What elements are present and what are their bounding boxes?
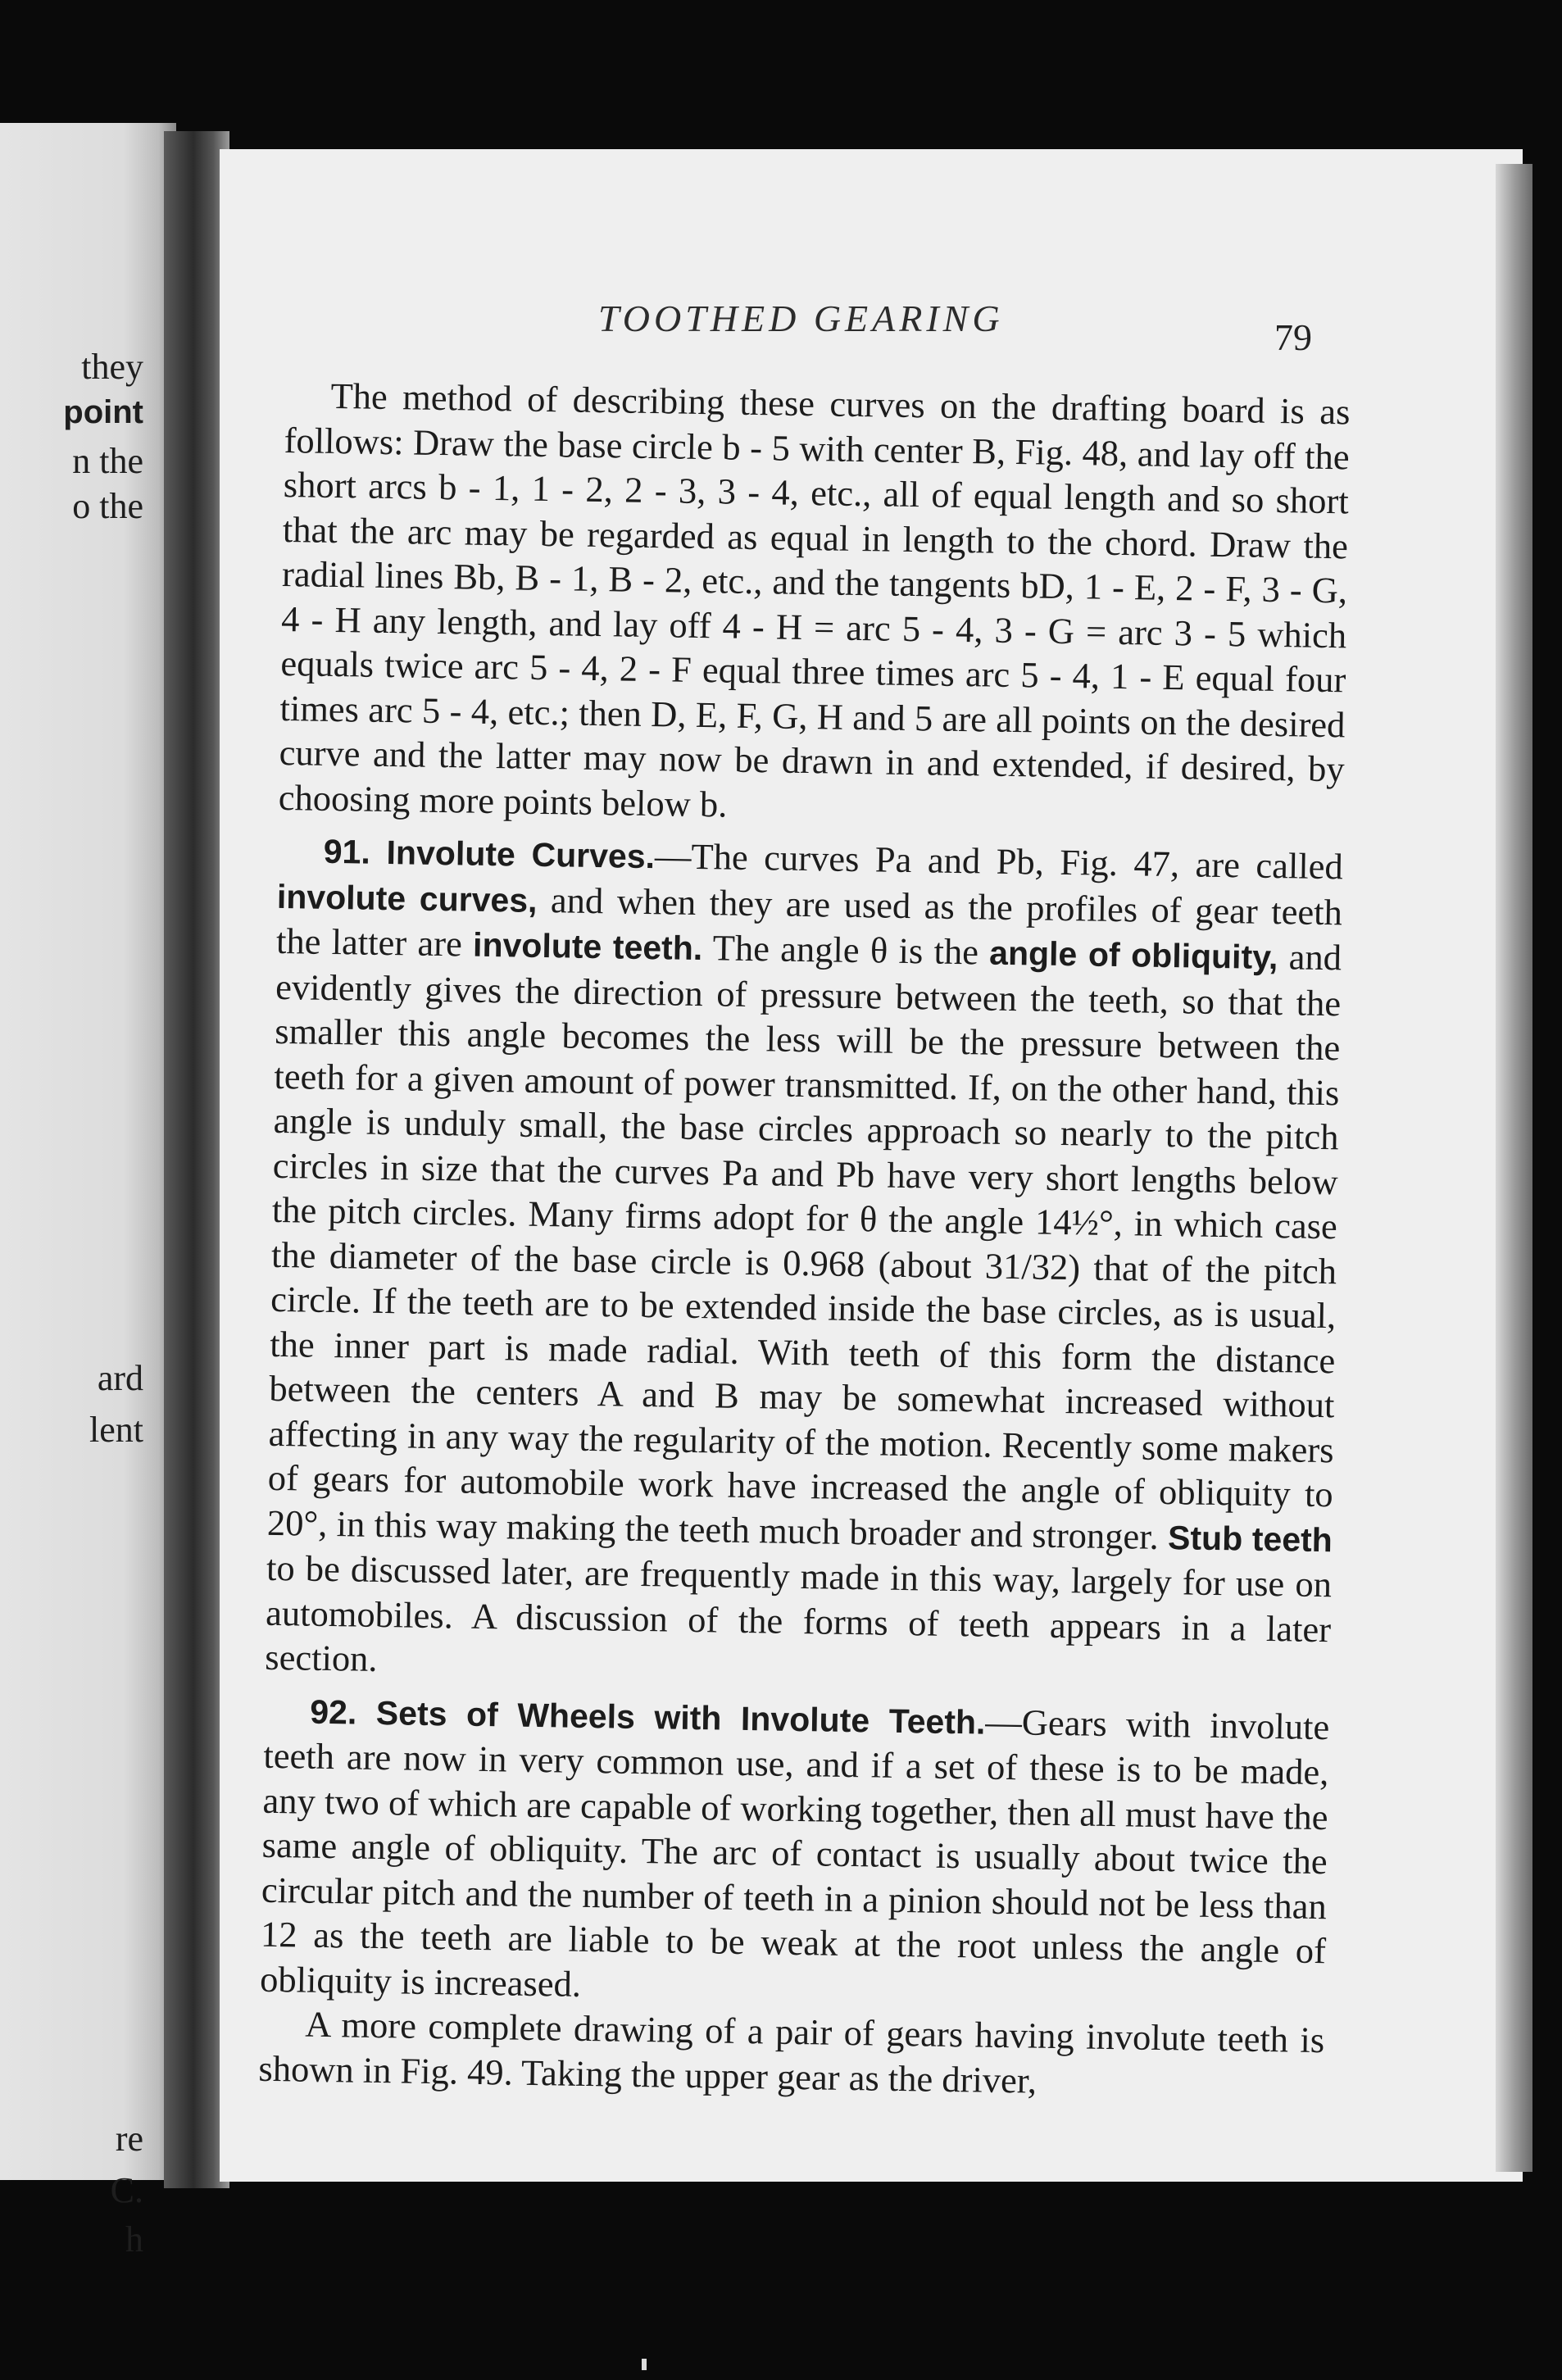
bold-term: 91. Involute Curves. bbox=[323, 832, 656, 876]
facing-page-fragment: n the bbox=[72, 441, 143, 481]
facing-page-fragment: point bbox=[63, 394, 143, 430]
facing-page-fragment: lent bbox=[89, 1410, 143, 1450]
facing-page bbox=[0, 123, 176, 2260]
body-text bbox=[258, 373, 1351, 2107]
facing-page-fragment: o the bbox=[72, 486, 143, 526]
bold-term: angle of obliquity, bbox=[988, 933, 1278, 977]
text-run: The method of describing these curves on the drafting board is as follows: Draw the base circle b - 5 with center B, Fig. 48, and lay off the short arcs b - 1, 1 - 2, 2 - 3, 3 - 4, etc., all of equal length and so short that the arc may be regarded as equal in length to the chord. Draw the radial lines Bb, B - 1, B - 2, etc., and the tangents bD, 1 - E, 2 - F, 3 - G, 4 - H any length, and lay off 4 - H = arc 5 - 4, 3 - G = arc 3 - 5 which equals twice arc 5 - 4, 2 - F equal three times arc 5 - 4, 1 - E equal four times arc 5 - 4, etc.; then D, E, F, G, H and 5 are all points on the desired curve and the latter may now be drawn in and extended, if desired, by choosing more points below b. bbox=[278, 375, 1351, 825]
page-edge bbox=[1496, 164, 1532, 2172]
bold-term: involute teeth. bbox=[472, 925, 703, 968]
text-run: A more complete drawing of a pair of gears having involute teeth is shown in Fig. 49. Taking the upper gear as the driver, bbox=[258, 2003, 1325, 2101]
facing-page-fragment: re bbox=[115, 2119, 143, 2159]
bold-term: 92. Sets of Wheels with Involute Teeth. bbox=[309, 1692, 986, 1742]
text-run: —The curves Pa and Pb, Fig. 47, are called bbox=[654, 835, 1344, 888]
bold-term: involute curves, bbox=[276, 877, 538, 920]
text-run: to be discussed later, are frequently made in this way, largely for use on automobiles. A discussion of the forms of teeth appears in a later section. bbox=[264, 1547, 1333, 1679]
paragraph bbox=[265, 828, 1343, 1696]
text-run: and when they are used as the profiles of gear teeth the latter are bbox=[275, 879, 1343, 965]
facing-page-fragment: h bbox=[125, 2219, 143, 2260]
scan-mark bbox=[642, 2359, 647, 2370]
facing-page-fragment: ard bbox=[97, 1358, 143, 1398]
text-run: —Gears with involute teeth are now in very common use, and if a set of these is to be made, any two of which are capable of working together, then all must have the same angle of obliquity. The arc of contact is usually about twice the circular pitch and the number of teeth in a pinion should not be less than 12 as the teeth are liable to be weak at the root unless the angle of obliquity is increased. bbox=[259, 1701, 1330, 2005]
paragraph bbox=[278, 373, 1350, 836]
facing-page-fragment: C. bbox=[110, 2170, 143, 2210]
text-run: The angle θ is the bbox=[702, 927, 990, 973]
paragraph bbox=[258, 2001, 1325, 2107]
bold-term: Stub teeth bbox=[1167, 1518, 1333, 1559]
running-head: TOOTHED GEARING bbox=[598, 298, 1004, 339]
page-number: 79 bbox=[1274, 316, 1312, 358]
facing-page-fragment: they bbox=[81, 347, 143, 387]
paragraph bbox=[260, 1687, 1330, 2018]
text-run: and evidently gives the direction of pressure between the teeth, so that the smaller this angle becomes the less will be the pressure between the teeth for a given amount of power transmitted. If, on the other hand, this angle is unduly small, the base circles approach so nearly to the pitch circles in size that the curves Pa and Pb have very short lengths below the pitch circles. Many firms adopt for θ the angle 14½°, in which case the diameter of the base circle is 0.968 (about 31/32) that of the pitch circle. If the teeth are to be extended inside the base circles, as is usual, the inner part is made radial. With teeth of this form the distance between the centers A and B may be somewhat increased without affecting in any way the regularity of the motion. Recently some makers of gears for automobile work have increased the angle of obliquity to 20°, in this way making the teeth much broader and stronger. bbox=[266, 936, 1342, 1557]
